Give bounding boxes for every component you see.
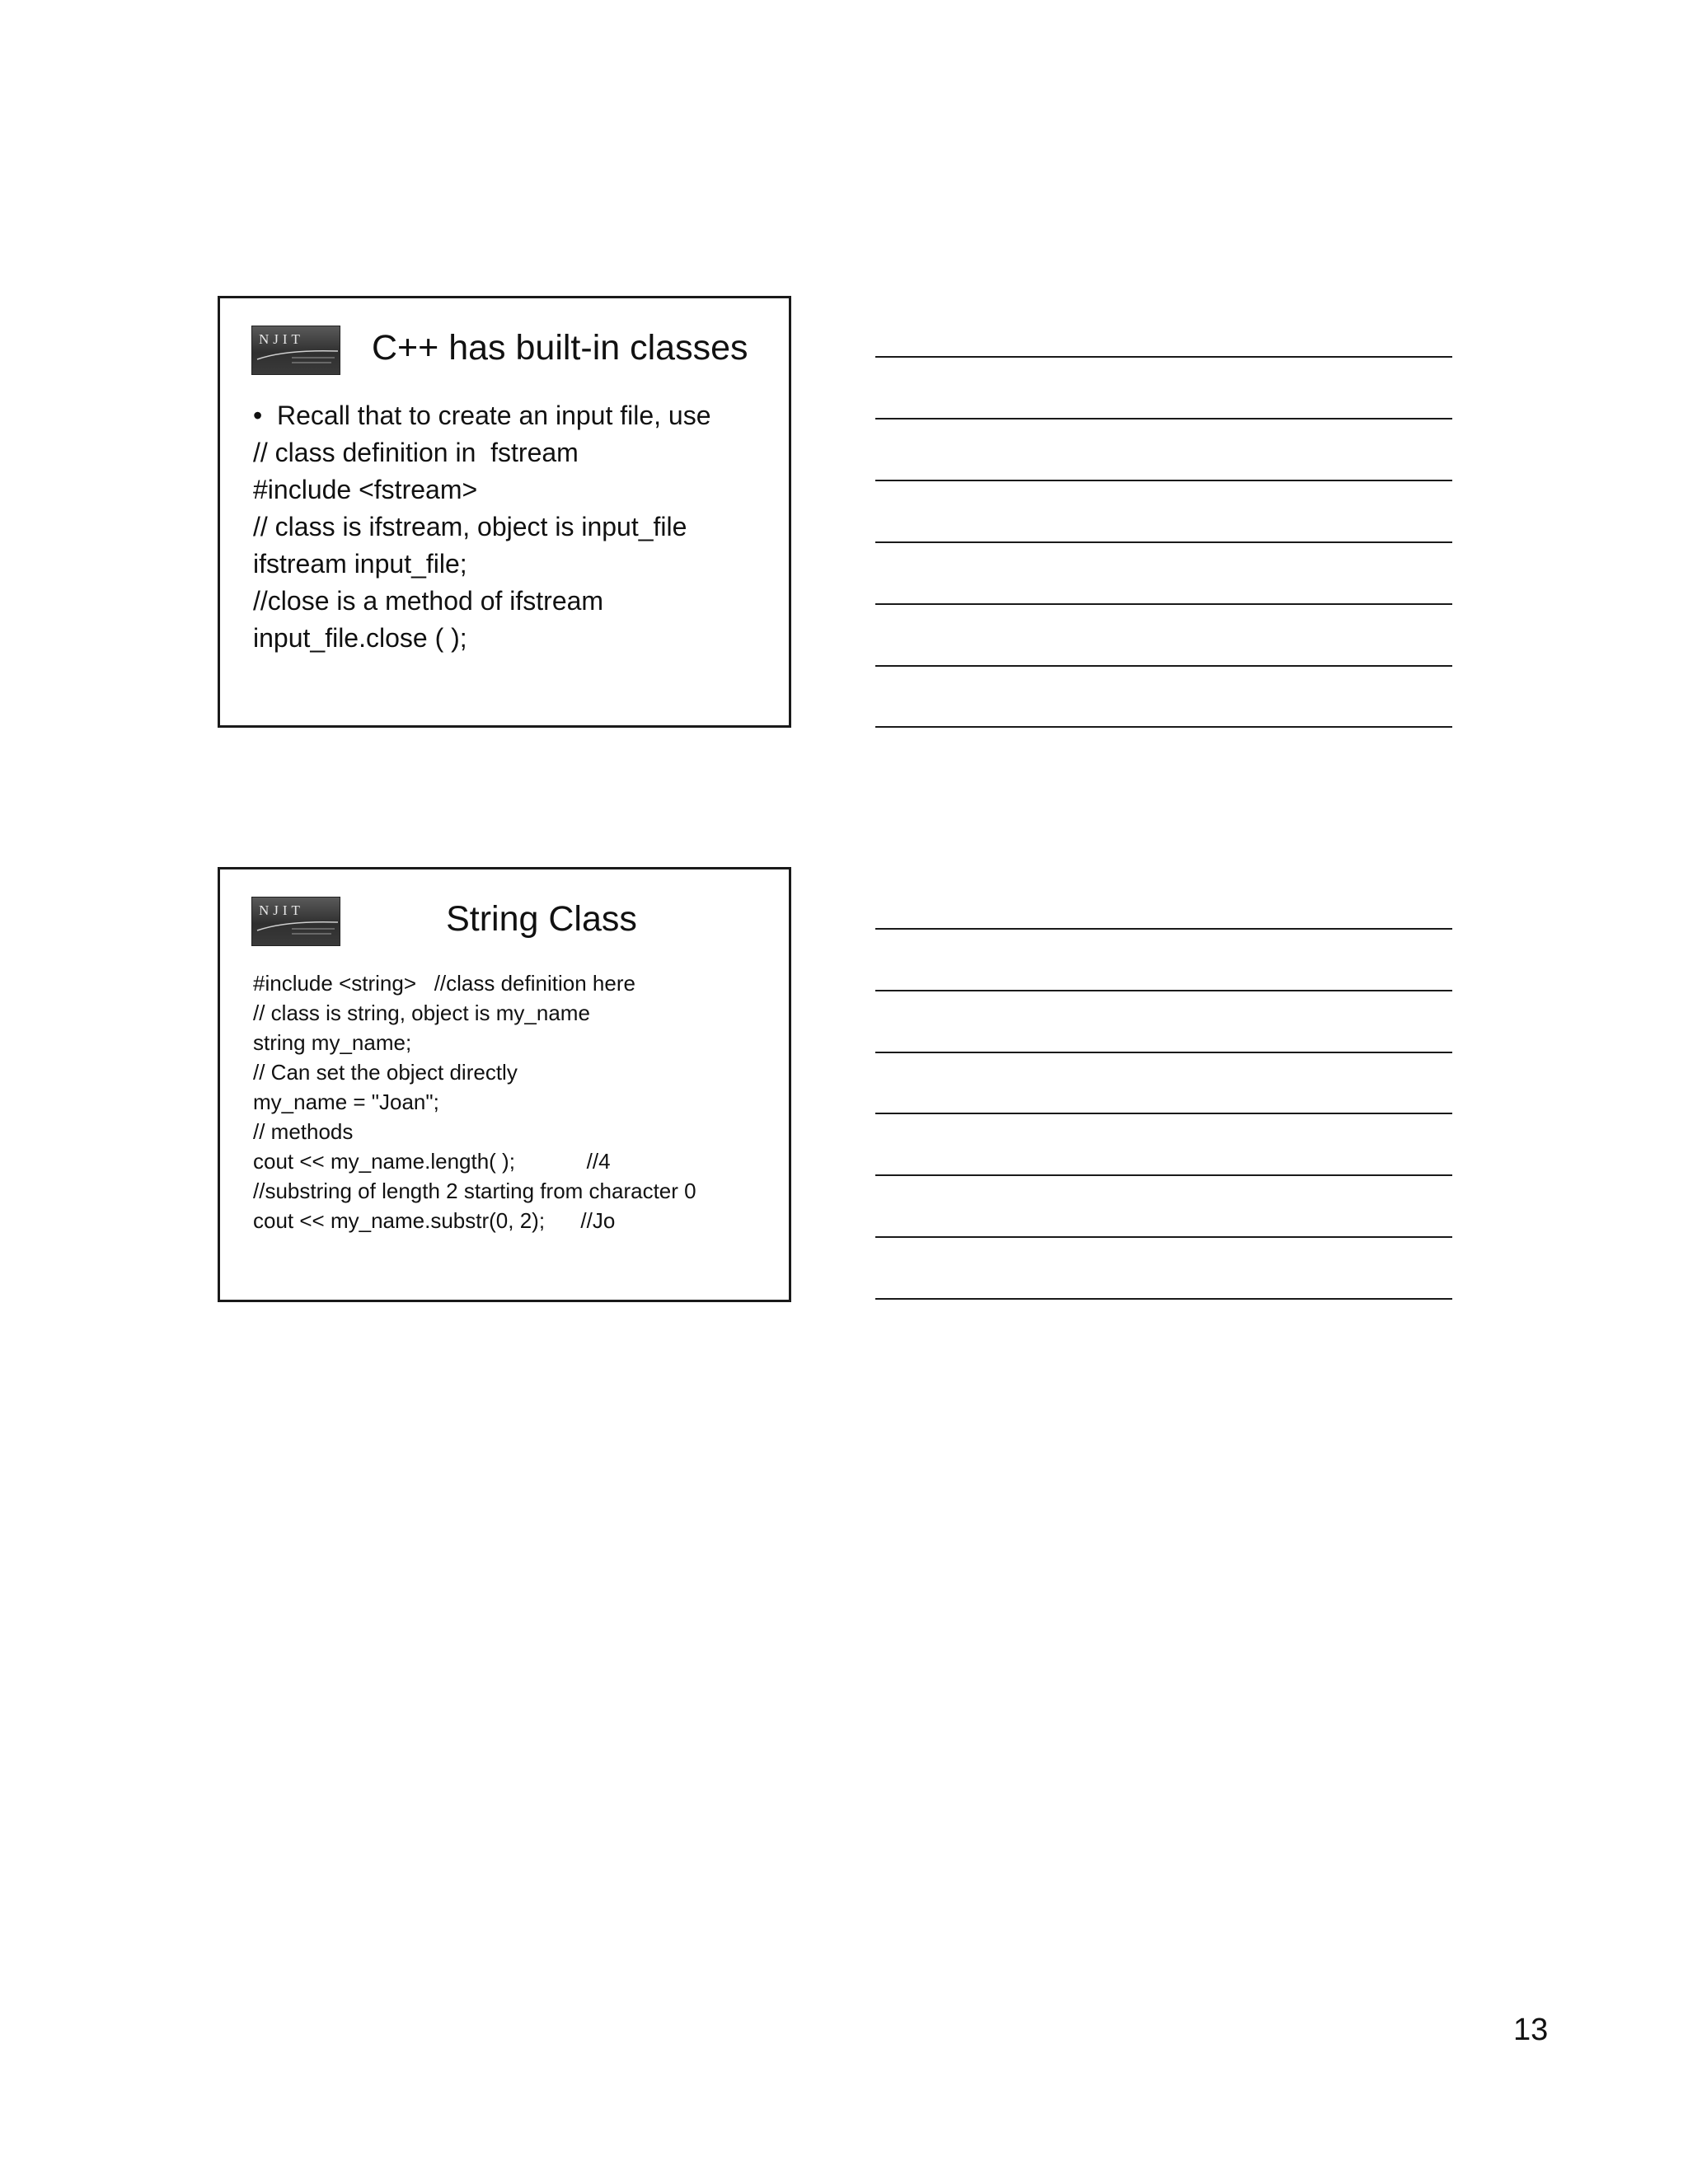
notes-line xyxy=(875,480,1452,481)
slide-title: C++ has built-in classes xyxy=(372,328,748,368)
slide-line: my_name = "Joan"; xyxy=(253,1090,439,1114)
notes-line xyxy=(875,356,1452,358)
slide-line: #include <string> //class definition here xyxy=(253,971,635,996)
slide-line: cout << my_name.substr(0, 2); //Jo xyxy=(253,1208,616,1233)
notes-line xyxy=(875,1113,1452,1114)
slide-line: // methods xyxy=(253,1119,354,1144)
logo-text: NJIT xyxy=(259,902,304,918)
notes-line xyxy=(875,603,1452,605)
slide-line: // class is string, object is my_name xyxy=(253,1001,590,1025)
notes-line xyxy=(875,418,1452,419)
notes-line xyxy=(875,665,1452,667)
slide-line: // class definition in fstream xyxy=(253,438,579,467)
slide-body xyxy=(253,397,711,657)
logo-text: NJIT xyxy=(259,331,304,347)
notes-line xyxy=(875,1298,1452,1300)
notes-line xyxy=(875,1052,1452,1053)
notes-line xyxy=(875,1174,1452,1176)
notes-line xyxy=(875,726,1452,728)
slide-line: ifstream input_file; xyxy=(253,549,467,579)
slide-line: // Can set the object directly xyxy=(253,1060,518,1085)
notes-line xyxy=(875,990,1452,991)
notes-line xyxy=(875,541,1452,543)
slide-line: input_file.close ( ); xyxy=(253,623,467,653)
slide-line: #include <fstream> xyxy=(253,475,478,504)
slide-2 xyxy=(218,867,791,1302)
slide-line: string my_name; xyxy=(253,1030,412,1055)
slide-title: String Class xyxy=(446,899,637,939)
slide-body xyxy=(253,968,696,1235)
notes-line xyxy=(875,1236,1452,1238)
slide-line: cout << my_name.length( ); //4 xyxy=(253,1149,611,1174)
notes-line xyxy=(875,928,1452,930)
slide-line: // class is ifstream, object is input_file xyxy=(253,512,687,541)
slide-line: //close is a method of ifstream xyxy=(253,586,604,616)
page-number: 13 xyxy=(1513,2013,1549,2047)
njit-logo xyxy=(251,326,340,375)
slide-line: //substring of length 2 starting from character 0 xyxy=(253,1179,696,1203)
slide-line: • Recall that to create an input file, use xyxy=(253,401,711,430)
slide-1 xyxy=(218,296,791,728)
